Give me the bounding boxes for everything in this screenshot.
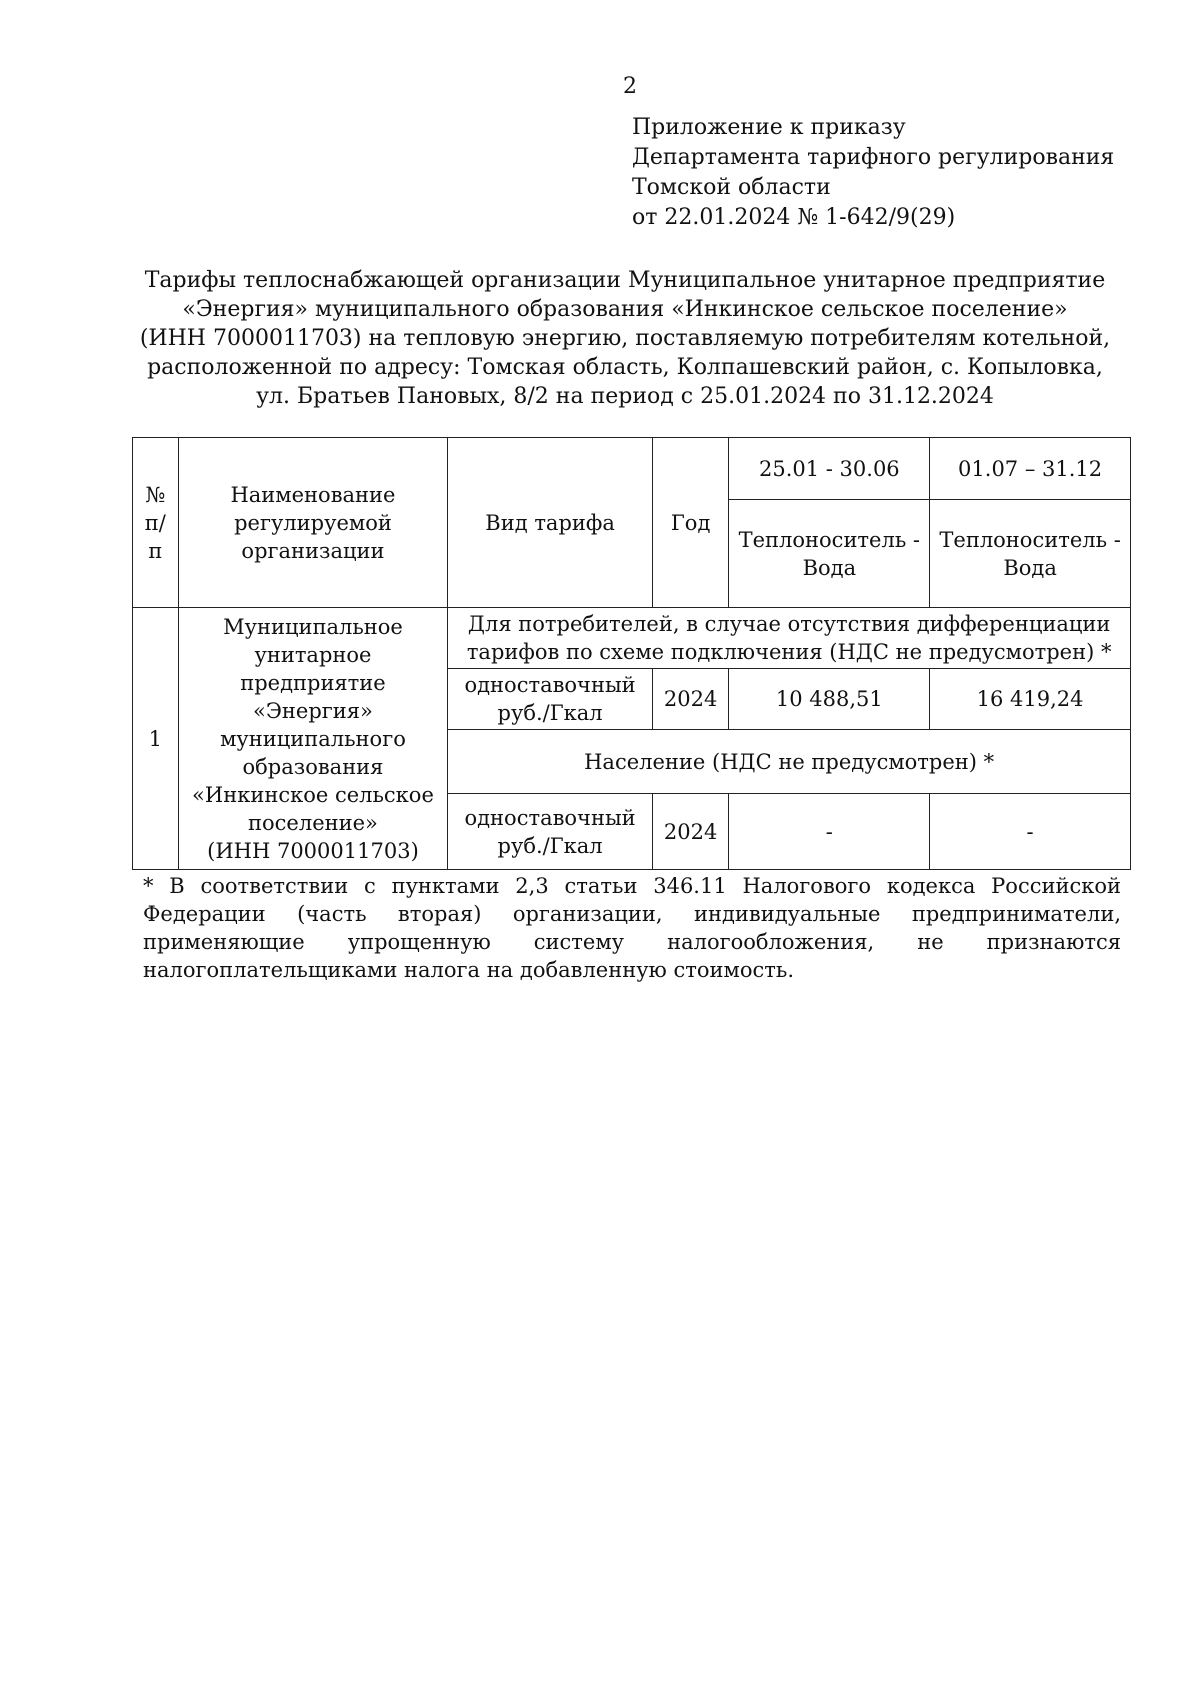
appendix-order-line: от 22.01.2024 № 1-642/9(29) bbox=[632, 205, 956, 230]
header-carrier-line: Теплоноситель - bbox=[939, 527, 1121, 552]
header-row bbox=[133, 438, 1131, 500]
appendix-block bbox=[632, 113, 1114, 233]
tariff-kind-line: одноставочный bbox=[464, 805, 636, 830]
header-carrier-2 bbox=[930, 500, 1131, 608]
header-org-line: Наименование bbox=[230, 482, 396, 507]
org-line: образования bbox=[242, 754, 384, 779]
tariff-value-period-1: 10 488,51 bbox=[729, 669, 930, 730]
org-line: предприятие bbox=[240, 670, 386, 695]
tariff-value-period-2: - bbox=[930, 794, 1131, 870]
tariff-kind bbox=[448, 669, 653, 730]
header-carrier-line: Вода bbox=[1003, 555, 1057, 580]
org-line: «Энергия» bbox=[253, 698, 373, 723]
org-line: унитарное bbox=[254, 642, 372, 667]
section-consumers bbox=[448, 608, 1131, 669]
header-num bbox=[133, 438, 179, 608]
page-number: 2 bbox=[623, 74, 637, 99]
tariff-value-period-1: - bbox=[729, 794, 930, 870]
tariff-kind-line: руб./Гкал bbox=[497, 833, 603, 858]
tariff-year: 2024 bbox=[652, 794, 729, 870]
appendix-line: Департамента тарифного регулирования bbox=[632, 145, 1115, 170]
table-row bbox=[133, 608, 1131, 669]
section-line: тарифов по схеме подключения (НДС не предусмотрен) * bbox=[466, 640, 1112, 664]
document-title bbox=[120, 266, 1130, 411]
org-line: (ИНН 7000011703) bbox=[207, 838, 419, 863]
title-line: расположенной по адресу: Томская область, Колпашевский район, с. Копыловка, bbox=[147, 355, 1103, 380]
tariff-kind-line: руб./Гкал bbox=[497, 701, 603, 725]
row-num: 1 bbox=[133, 608, 179, 870]
org-line: муниципального bbox=[220, 726, 406, 751]
header-carrier-1 bbox=[729, 500, 930, 608]
header-num-line: п/п bbox=[144, 510, 166, 563]
title-line: (ИНН 7000011703) на тепловую энергию, поставляемую потребителям котельной, bbox=[139, 326, 1111, 351]
tariff-value-period-2: 16 419,24 bbox=[930, 669, 1131, 730]
header-org-line: организации bbox=[241, 538, 385, 563]
title-line: ул. Братьев Пановых, 8/2 на период с 25.01.2024 по 31.12.2024 bbox=[256, 384, 994, 409]
org-line: «Инкинское сельское bbox=[192, 782, 434, 807]
header-carrier-line: Вода bbox=[802, 555, 857, 580]
tariff-kind bbox=[448, 794, 653, 870]
header-period-1: 25.01 - 30.06 bbox=[729, 438, 930, 500]
appendix-line: Томской области bbox=[632, 175, 831, 200]
header-kind: Вид тарифа bbox=[448, 438, 653, 608]
header-carrier-line: Теплоноситель - bbox=[738, 527, 921, 552]
tariff-kind-line: одноставочный bbox=[464, 673, 636, 697]
header-org-line: регулируемой bbox=[234, 510, 392, 535]
org-line: Муниципальное bbox=[223, 614, 403, 639]
header-year: Год bbox=[652, 438, 729, 608]
header-org bbox=[178, 438, 448, 608]
footnote: * В соответствии с пунктами 2,3 статьи 346.11 Налогового кодекса Российской Федерации (часть вторая) организации, индивидуальные предприниматели, применяющие упрощенную систему налогообложения, не признаются налогоплательщиками налога на добавленную стоимость. bbox=[143, 874, 1121, 982]
section-line: Для потребителей, в случае отсутствия дифференциации bbox=[467, 612, 1111, 636]
tariff-year: 2024 bbox=[652, 669, 729, 730]
tariff-table bbox=[132, 437, 1131, 870]
row-org bbox=[178, 608, 448, 870]
header-num-line: № bbox=[145, 482, 166, 507]
section-population: Население (НДС не предусмотрен) * bbox=[448, 730, 1131, 794]
header-period-2: 01.07 – 31.12 bbox=[930, 438, 1131, 500]
appendix-line: Приложение к приказу bbox=[632, 115, 906, 140]
org-line: поселение» bbox=[248, 810, 378, 835]
title-line: «Энергия» муниципального образования «Инкинское сельское поселение» bbox=[182, 297, 1068, 322]
title-line: Тарифы теплоснабжающей организации Муниципальное унитарное предприятие bbox=[144, 268, 1106, 293]
